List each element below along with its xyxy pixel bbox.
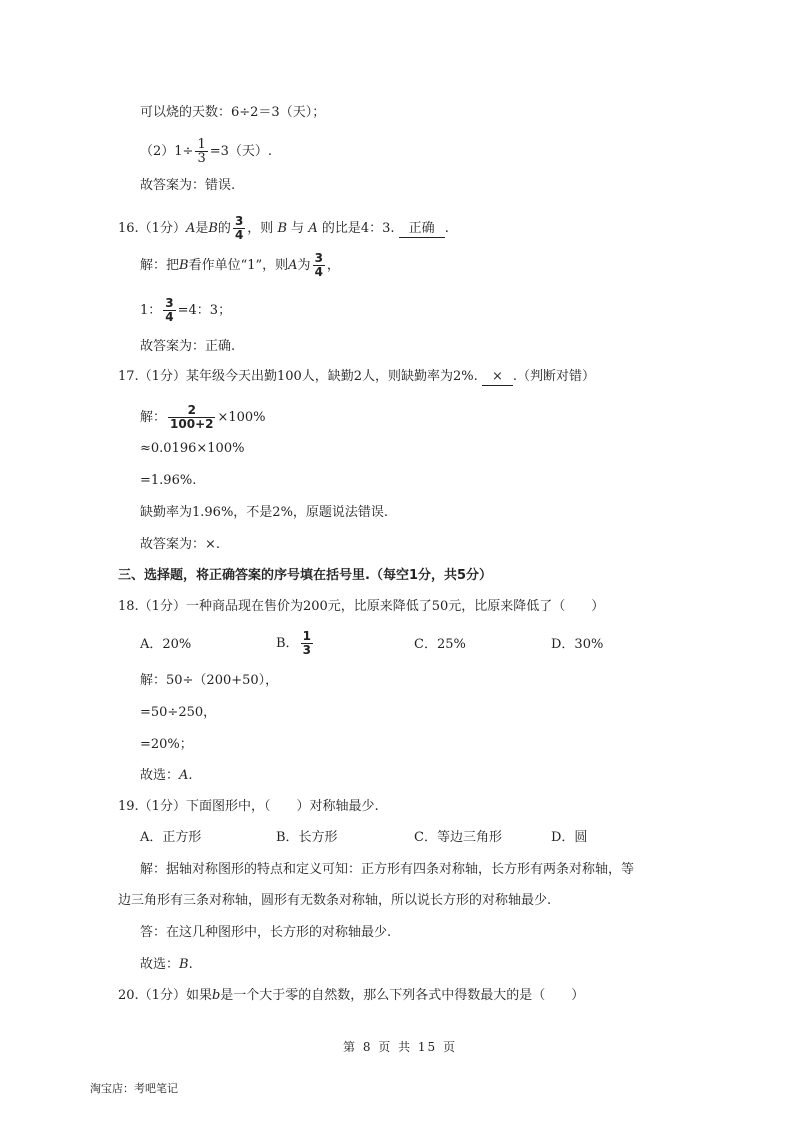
text-line — [140, 138, 272, 165]
text-line: 解：据轴对称图形的特点和定义可知：正方形有四条对称轴，长方形有两条对称轴，等 — [140, 862, 635, 877]
text-span: 的比是4：3. — [321, 221, 395, 236]
option-b — [276, 630, 315, 657]
text-line: 解：50÷（200+50）， — [140, 673, 279, 688]
text-span: ， — [326, 258, 340, 273]
text-line — [140, 404, 266, 431]
question-20 — [118, 987, 584, 1005]
fraction — [301, 630, 313, 657]
variable: A — [179, 768, 189, 783]
option-d: D．圆 — [551, 830, 588, 845]
fraction-numerator: 3 — [314, 251, 323, 265]
text-line — [140, 297, 231, 324]
text-span: （2）1÷ — [140, 144, 194, 159]
text-span: 16.（1分） — [118, 221, 186, 236]
variable: b — [211, 988, 221, 1003]
fraction-denominator: 3 — [197, 151, 206, 166]
text-span: B． — [276, 636, 299, 651]
text-line: 答：在这几种图形中，长方形的对称轴最少. — [140, 925, 392, 940]
fraction-numerator: 2 — [168, 404, 215, 418]
option-a: A．正方形 — [140, 830, 202, 845]
text-span: . — [188, 957, 193, 972]
option-c: C．等边三角形 — [414, 830, 502, 845]
text-span: 为 — [297, 258, 311, 273]
text-line: 故答案为：×. — [140, 537, 221, 552]
fraction-numerator: 1 — [197, 137, 206, 152]
fraction — [195, 138, 207, 165]
text-span: =4：3； — [177, 303, 232, 318]
text-line — [140, 956, 193, 974]
variable: A — [308, 221, 318, 236]
fraction-denominator: 100+2 — [170, 417, 214, 431]
variable: B — [277, 221, 288, 236]
text-line: 故答案为：正确. — [140, 339, 236, 354]
text-span: . — [444, 221, 449, 236]
section-heading: 三、选择题，将正确答案的序号填在括号里.（每空1分，共5分） — [118, 568, 493, 583]
text-span: 故选： — [140, 768, 180, 783]
question-16 — [118, 215, 449, 242]
fraction-numerator: 1 — [302, 629, 311, 643]
fraction-numerator: 3 — [165, 296, 174, 310]
text-span: 是 — [195, 221, 209, 236]
text-span: 17.（1分）某年级今天出勤100人，缺勤2人，则缺勤率为2%. — [118, 369, 478, 384]
text-span: 的 — [217, 221, 231, 236]
question-18: 18.（1分）一种商品现在售价为200元，比原来降低了50元，比原来降低了（ ） — [118, 599, 605, 614]
variable: A — [185, 221, 196, 236]
text-line: =1.96%. — [140, 473, 197, 488]
text-line: 故答案为：错误. — [140, 178, 236, 193]
text-span: 20.（1分）如果 — [118, 988, 212, 1003]
fraction — [313, 252, 325, 279]
option-b: B．长方形 — [276, 830, 338, 845]
text-span: 故选： — [140, 957, 180, 972]
fraction — [168, 404, 215, 431]
text-span: ×100% — [217, 410, 266, 425]
text-line: ≈0.0196×100% — [140, 441, 245, 456]
text-span: 1： — [140, 303, 162, 318]
answer-blank: 正确 — [399, 221, 445, 238]
text-line: 可以烧的天数：6÷2＝3（天）； — [140, 105, 326, 120]
text-span: 是一个大于零的自然数，那么下列各式中得数最大的是（ ） — [220, 988, 585, 1003]
shop-watermark: 淘宝店：考吧笔记 — [90, 1082, 178, 1095]
answer-blank: × — [482, 369, 513, 386]
variable: B — [179, 957, 189, 972]
question-19: 19.（1分）下面图形中，（ ）对称轴最少. — [118, 799, 379, 814]
text-span: 解： — [140, 410, 167, 425]
text-span: =3（天）. — [209, 144, 273, 159]
text-line: =20%； — [140, 737, 193, 752]
text-line: 缺勤率为1.96%，不是2%，原题说法错误. — [140, 505, 389, 520]
option-a: A．20% — [140, 637, 192, 652]
fraction-denominator: 3 — [302, 643, 311, 657]
fraction-denominator: 4 — [165, 310, 174, 324]
option-d: D．30% — [551, 637, 604, 652]
option-c: C．25% — [414, 637, 466, 652]
variable: A — [288, 258, 298, 273]
variable: B — [208, 221, 218, 236]
text-line — [140, 252, 340, 279]
text-span: .（判断对错） — [512, 369, 595, 384]
page-footer: 第 8 页 共 15 页 — [343, 1040, 457, 1054]
text-span: 与 — [291, 221, 305, 236]
variable: B — [179, 258, 189, 273]
text-line: 边三角形有三条对称轴，圆形有无数条对称轴，所以说长方形的对称轴最少. — [118, 893, 552, 908]
fraction-denominator: 4 — [234, 228, 244, 242]
fraction — [233, 215, 245, 242]
fraction-numerator: 3 — [234, 214, 244, 228]
fraction-denominator: 4 — [314, 265, 323, 279]
text-line: =50÷250， — [140, 705, 217, 720]
fraction — [163, 297, 175, 324]
text-line — [140, 767, 193, 785]
question-17 — [118, 368, 595, 386]
text-span: 解：把 — [140, 258, 180, 273]
text-span: 看作单位“1”，则 — [188, 258, 289, 273]
text-span: . — [188, 768, 193, 783]
text-span: ，则 — [247, 221, 274, 236]
